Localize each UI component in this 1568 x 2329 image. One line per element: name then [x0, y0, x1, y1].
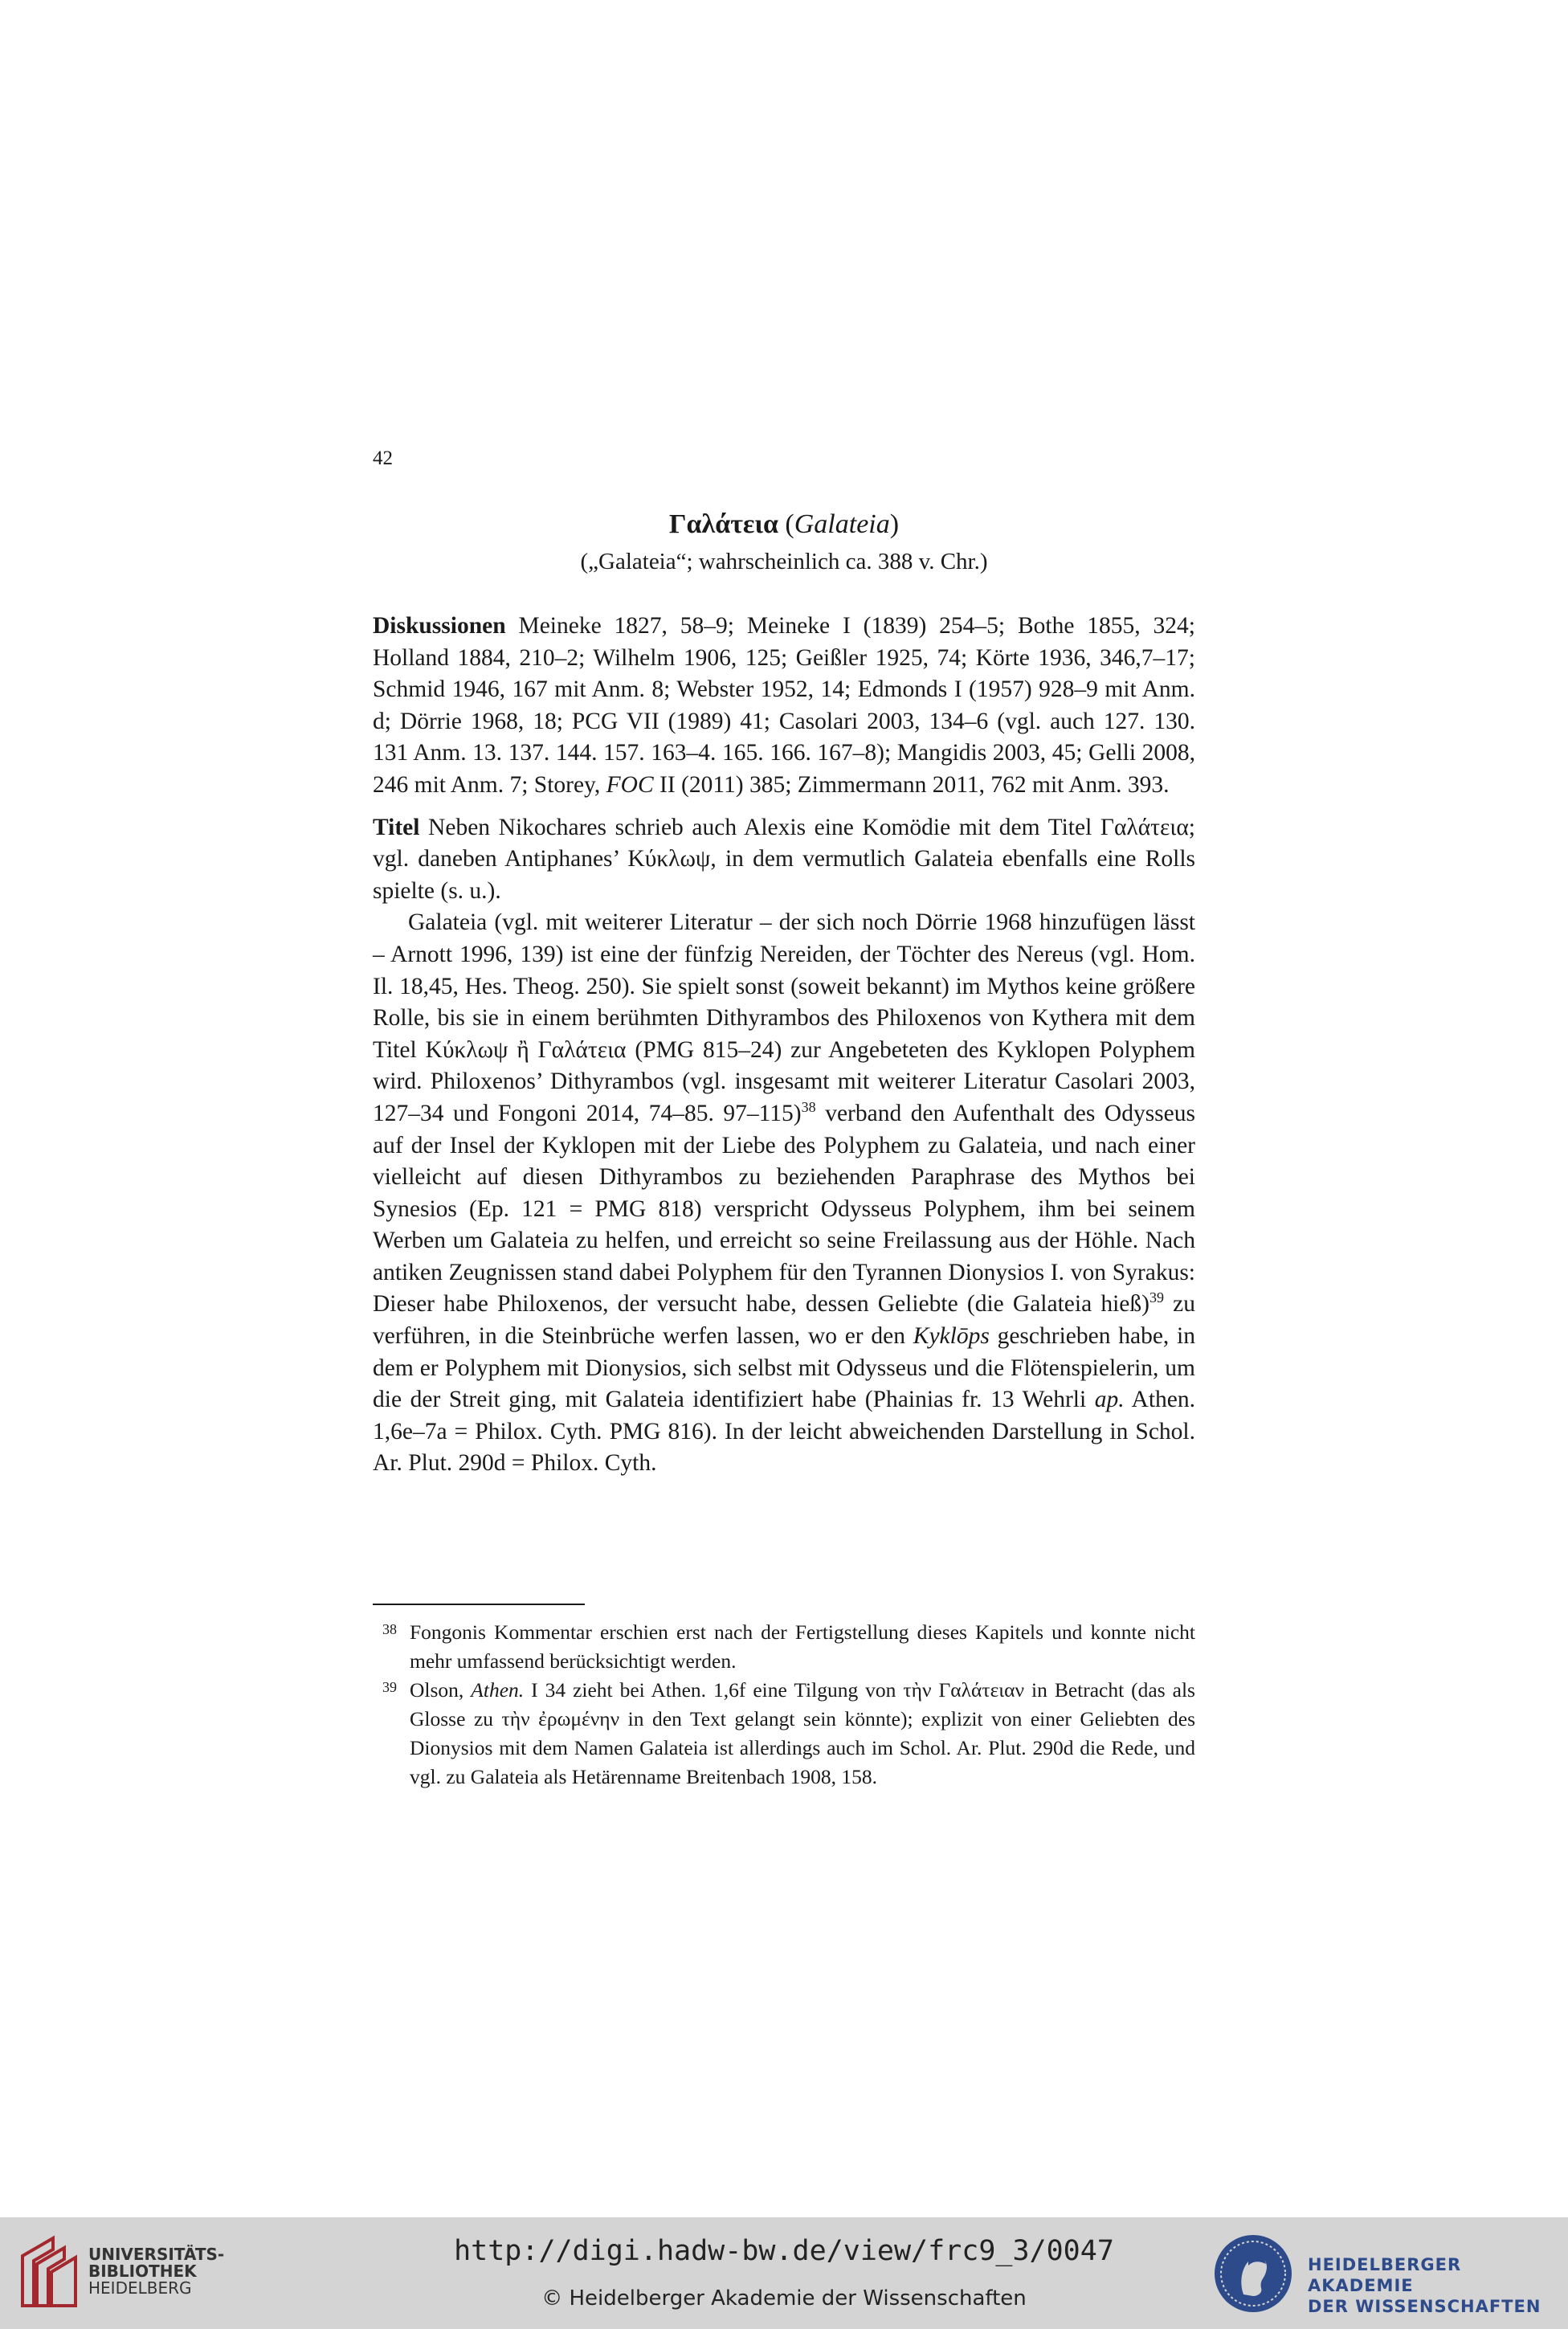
academy-name-line: DER WISSENSCHAFTEN — [1308, 2297, 1541, 2316]
footnote-ref-38[interactable]: 38 — [801, 1099, 816, 1116]
footnote-39 — [382, 1676, 1195, 1792]
paragraph-italic-kyklops: Kyklōps — [913, 1323, 990, 1350]
page-number: 42 — [373, 447, 393, 469]
footnote-number: 38 — [382, 1621, 397, 1637]
paragraph-text: verband den Aufenthalt des Odysseus auf der Insel der Kyklopen mit der Liebe des Polyphem zu Galateia, und nach einer vielleicht auf diesen Dithyrambos zu beziehenden Paraphrase des Mythos bei Synesios (Ep. 121 = PMG 818) verspricht Odysseus Polyphem, ihm bei seinem Werben um Galateia zu helfen, und erreicht so seine Freilassung aus der Höhle. Nach antiken Zeugnissen stand dabei Polyphem für den Tyrannen Dionysios I. von Syrakus: Dieser habe Philoxenos, der versucht habe, dessen Geliebte (die Galateia hieß) — [373, 1100, 1195, 1318]
paragraph-italic-ap: ap. — [1094, 1387, 1125, 1413]
discussions-paragraph — [373, 611, 1195, 802]
footnotes — [382, 1618, 1195, 1792]
discussions-text-end: II (2011) 385; Zimmermann 2011, 762 mit Anm. 393. — [653, 771, 1170, 798]
title-close-paren: ) — [889, 509, 900, 539]
library-name-line: BIBLIOTHEK — [88, 2262, 197, 2281]
footer-bar — [0, 2217, 1568, 2329]
discussions-foc: FOC — [606, 771, 654, 798]
titel-paragraph — [373, 812, 1195, 908]
footnote-text: Fongonis Kommentar erschien erst nach der Fertigstellung dieses Kapitels und konnte nicht mehr umfassend berücksichtigt werden. — [410, 1620, 1195, 1673]
main-text — [373, 611, 1195, 1480]
library-name-line: HEIDELBERG — [88, 2278, 192, 2298]
title-greek: Γαλάτεια — [668, 509, 778, 539]
title-latin: Galateia — [794, 509, 890, 539]
paragraph-text: Galateia (vgl. mit weiterer Literatur – der sich noch Dörrie 1968 hinzufügen lässt – Arnott 1996, 139) ist eine der fünfzig Nereiden, der Töchter des Nereus (vgl. Hom. Il. 18,45, Hes. Theog. 250). Sie spielt sonst (soweit bekannt) im Mythos keine größere Rolle, bis sie in einem berühmten Dithyrambos des Philoxenos von Kythera mit dem Titel Κύκλωψ ἢ Γαλάτεια (PMG 815–24) zur Angebeteten des Kyklopen Polyphem wird. Philoxenos’ Dithyrambos (vgl. insgesamt mit weiterer Literatur Casolari 2003, 127–34 und Fongoni 2014, 74–85. 97–115) — [373, 909, 1195, 1126]
footnote-divider — [373, 1604, 585, 1605]
title-open-paren: ( — [778, 509, 794, 539]
titel-text: Neben Nikochares schrieb auch Alexis eine Komödie mit dem Titel Γαλάτεια; vgl. daneben Antiphanes’ Κύκλωψ, in dem vermutlich Galateia ebenfalls eine Rolls spielte (s. u.). — [373, 814, 1195, 904]
permalink-url[interactable]: http://digi.hadw-bw.de/view/frc9_3/0047 — [454, 2235, 1114, 2267]
page-title — [373, 508, 1195, 541]
copyright-notice: © Heidelberger Akademie der Wissenschaften — [541, 2286, 1027, 2311]
discussions-label: Diskussionen — [373, 613, 506, 639]
paragraph-text: Athen. 1,6e–7a = Philox. Cyth. PMG 816). In der leicht abweichenden Darstellung in Schol. Ar. Plut. 290d = Philox. Cyth. — [373, 1387, 1196, 1477]
paragraph-text: zu verführen, in die Steinbrüche werfen lassen, wo er den — [373, 1291, 1196, 1350]
page-subtitle: („Galateia“; wahrscheinlich ca. 388 v. Chr.) — [580, 549, 988, 574]
footnote-38 — [382, 1618, 1195, 1676]
discussions-text: Meineke 1827, 58–9; Meineke I (1839) 254–5; Bothe 1855, 324; Holland 1884, 210–2; Wilhelm 1906, 125; Geißler 1925, 74; Körte 1936, 346,7–17; Schmid 1946, 167 mit Anm. 8; Webster 1952, 14; Edmonds I (1957) 928–9 mit Anm. d; Dörrie 1968, 18; PCG VII (1989) 41; Casolari 2003, 134–6 (vgl. auch 127. 130. 131 Anm. 13. 137. 144. 157. 163–4. 165. 166. 167–8); Mangidis 2003, 45; Gelli 2008, 246 mit Anm. 7; Storey, — [373, 613, 1195, 798]
academy-name — [1308, 2254, 1568, 2317]
paragraph-text: geschrieben habe, in dem er Polyphem mit Dionysios, sich selbst mit Odysseus und die Flötenspielerin, um die der Streit ging, mit Galateia identifiziert habe (Phainias fr. 13 Wehrli — [373, 1323, 1195, 1413]
galateia-paragraph — [373, 907, 1195, 1480]
academy-seal-icon[interactable] — [1211, 2232, 1295, 2319]
academy-name-line: HEIDELBERGER AKADEMIE — [1308, 2255, 1462, 2295]
library-name-line: UNIVERSITÄTS- — [88, 2245, 225, 2264]
footnote-ref-39[interactable]: 39 — [1149, 1289, 1164, 1306]
footnote-text-end: I 34 zieht bei Athen. 1,6f eine Tilgung von τὴν Γαλάτειαν in Betracht (das als Glosse zu τὴν ἐρωμένην in den Text gelangt sein könnte); explizit von einer Geliebten des Dionysios mit dem Namen Galateia ist allerdings auch im Schol. Ar. Plut. 290d die Rede, und vgl. zu Galateia als Hetärenname Breitenbach 1908, 158. — [410, 1678, 1195, 1788]
titel-label: Titel — [373, 814, 420, 840]
footnote-italic-athen: Athen. — [471, 1678, 525, 1702]
footnote-number: 39 — [382, 1679, 397, 1695]
footnote-text: Olson, — [410, 1678, 472, 1702]
